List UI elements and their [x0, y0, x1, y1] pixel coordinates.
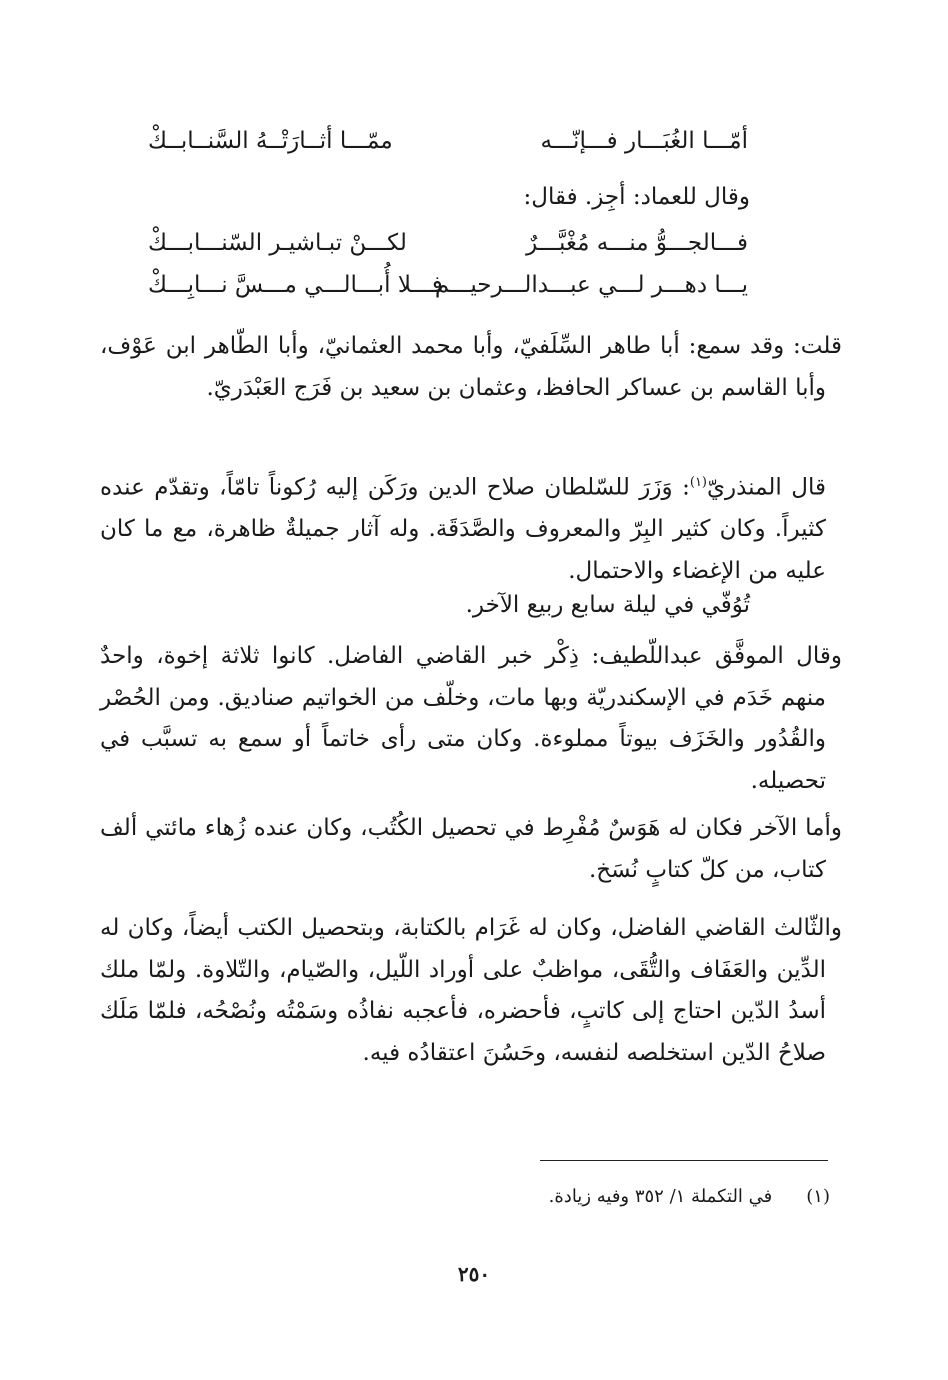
paragraph-teachers-text: قلت: وقد سمع: أبا طاهر السِّلَفيّ، وأبا محمد العثمانيّ، وأبا الطّاهر ابن عَوْف، وأبا القاسم بن عساكر الحافظ، وعثمان بن سعيد بن فَرَج العَبْدَريّ.	[100, 333, 842, 401]
paragraph-mundhiri	[100, 462, 826, 592]
footnote-text: في التكملة ١/ ٣٥٢ وفيه زيادة.	[548, 1186, 773, 1207]
paragraph-teachers	[100, 326, 842, 409]
paragraph-second-brother-text: وأما الآخر فكان له هَوَسٌ مُفْرِط في تحصيل الكُتُب، وكان عنده زُهاء مائتي ألف كتاب، من كلّ كتابٍ نُسَخ.	[100, 815, 842, 883]
verse-2-second-hemistich: لكـــنْ تبـاشيـر السّنـــابـــكْ	[148, 230, 407, 256]
footnote-number: (١)	[806, 1186, 830, 1207]
death-date-line: تُوُفّي في ليلة سابع ربيع الآخر.	[465, 592, 750, 618]
intro-line: وقال للعماد: أجِز. فقال:	[523, 184, 750, 210]
verse-1-first-hemistich: أمّـــا الغُبَـــار فـــإنّـــه	[540, 128, 748, 154]
page-number: ٢٥٠	[457, 1262, 491, 1286]
paragraph-muwaffaq	[100, 636, 842, 802]
paragraph-muwaffaq-text: وقال الموفَّق عبداللّطيف: ذِكْر خبر القاضي الفاضل. كانوا ثلاثة إخوة، واحدٌ منهم خَدَم في الإسكندريّة وبها مات، وخلّف من الخواتيم صناديق. ومن الحُصْر والقُدُور والخَزَف بيوتاً مملوءة. وكان متى رأى خاتماً أو سمع به تسبَّب في تحصيله.	[100, 643, 842, 794]
verse-3-first-hemistich: يـــا دهـــر لـــي عبـــدالـــرحيـــم	[434, 272, 748, 298]
mundhiri-lead: قال المنذريّ	[707, 474, 826, 501]
mundhiri-text: : وَزَرَ للسّلطان صلاح الدين ورَكَن إليه رُكوناً تامّاً، وتقدّم عنده كثيراً. وكان كثير البِرّ والمعروف والصَّدَقَة. وله آثار جميلةٌ ظاهرة، مع ما كان عليه من الإغضاء والاحتمال.	[100, 474, 826, 584]
verse-3-second-hemistich: فـــلا أُبـــالـــي مـــسَّ نـــابِـــكْ	[148, 272, 443, 298]
paragraph-qadi-fadil	[100, 908, 842, 1074]
footnote	[549, 1186, 830, 1207]
paragraph-qadi-fadil-text: والثّالث القاضي الفاضل، وكان له غَرَام بالكتابة، وبتحصيل الكتب أيضاً، وكان له الدِّين والعَفَاف والتُّقَى، مواظبٌ على أوراد اللّيل، والصّيام، والتّلاوة. ولمّا ملك أسدُ الدّين احتاج إلى كاتبٍ، فأحضره، فأعجبه نفاذُه وسَمْتُه ونُصْحُه، فلمّا مَلَك صلاحُ الدّين استخلصه لنفسه، وحَسُنَ اعتقادُه فيه.	[100, 915, 842, 1066]
paragraph-second-brother	[100, 808, 842, 891]
verse-1-second-hemistich: ممّـــا أثــارَتْــهُ السَّنــابــكْ	[148, 128, 393, 154]
verse-2-first-hemistich: فـــالجـــوُّ منـــه مُغْبَّـــرٌ	[526, 230, 748, 256]
footnote-reference: (١)	[689, 475, 707, 490]
footnote-separator	[540, 1160, 828, 1161]
